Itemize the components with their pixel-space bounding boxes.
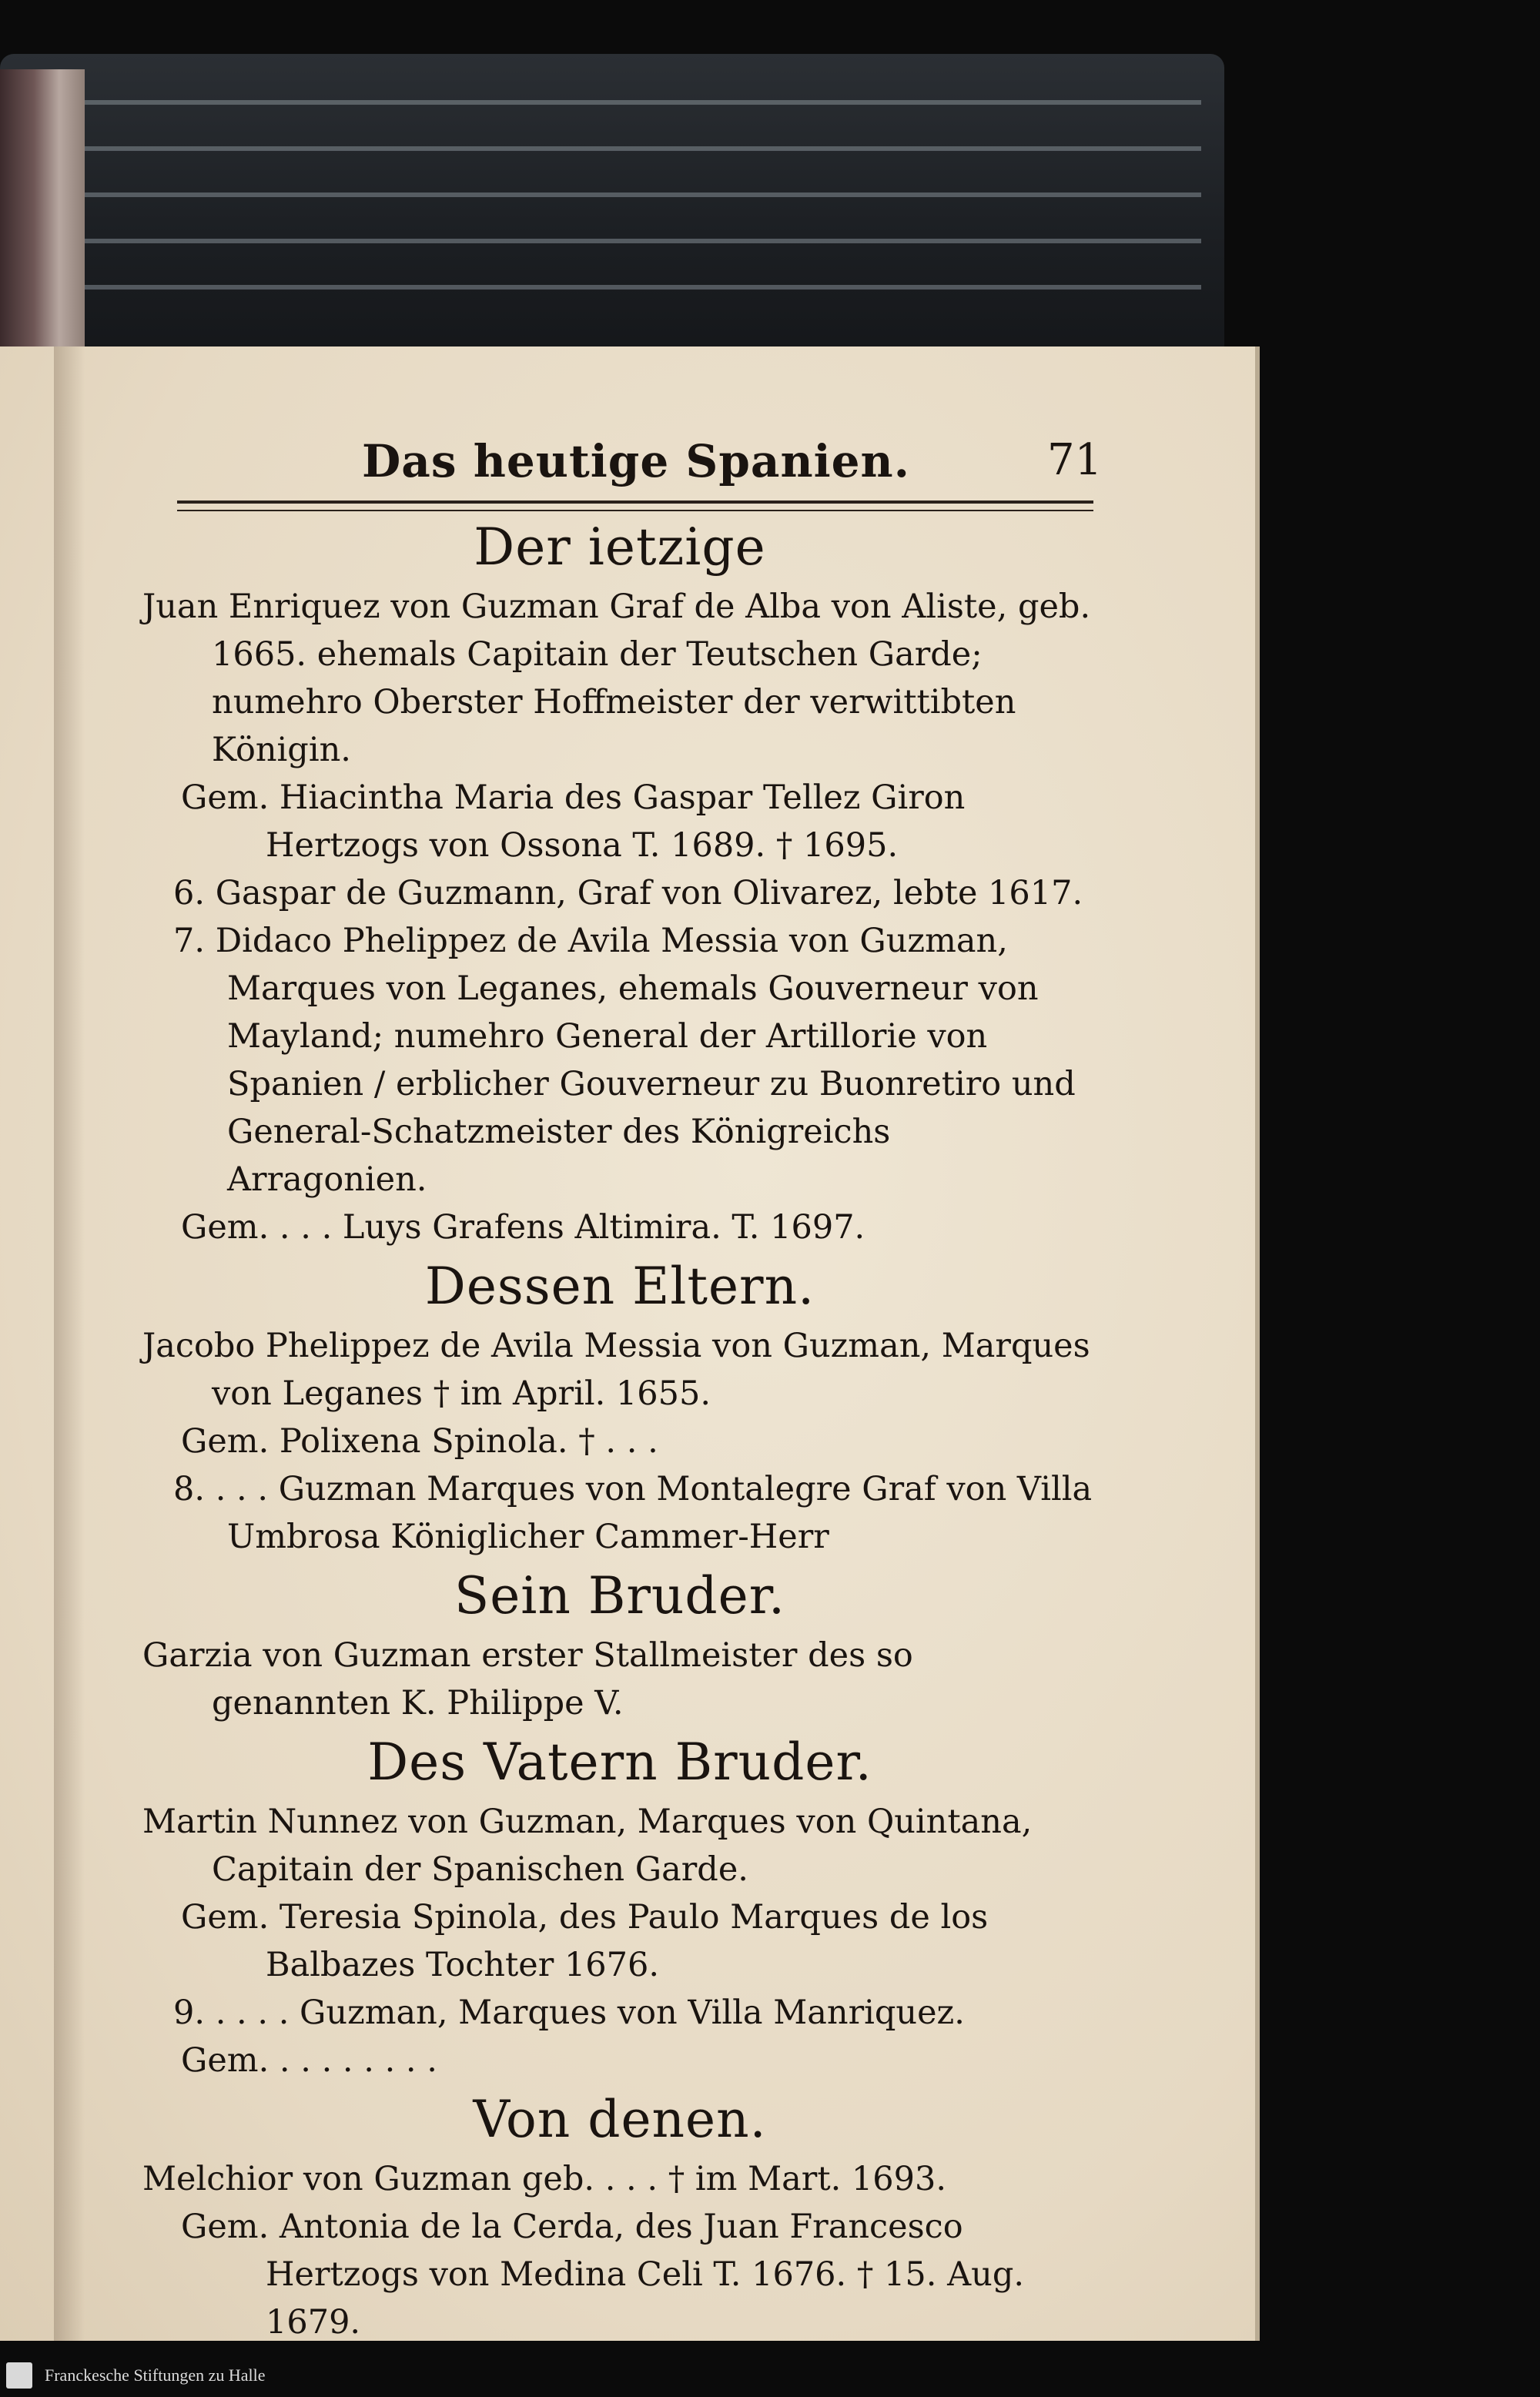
text-entry: 9. . . . . Guzman, Marques von Villa Manriquez. — [173, 1994, 965, 2032]
spouse-entry: Gem. Polixena Spinola. † . . . — [181, 1422, 658, 1461]
page-text — [142, 512, 1097, 2397]
text-entry: Juan Enriquez von Guzman Graf de Alba von Aliste, geb. 1665. ehemals Capitain der Teutschen Garde; numehro Oberster Hoffmeister der verwittibten Königin. — [142, 588, 1091, 769]
text-entry: Martin Nunnez von Guzman, Marques von Quintana, Capitain der Spanischen Garde. — [142, 1803, 1033, 1889]
library-footer-bar — [0, 2356, 1540, 2394]
book-top-edges — [0, 54, 1224, 354]
text-entry: 6. Gaspar de Guzmann, Graf von Olivarez, lebte 1617. — [173, 874, 1083, 912]
spouse-entry: Gem. . . . . . . . . — [181, 2041, 437, 2080]
running-title: Das heutige Spanien. — [362, 435, 910, 487]
section-heading: Von denen. — [473, 2090, 767, 2149]
section-heading: Sein Bruder. — [454, 1566, 785, 1625]
text-entry: 7. Didaco Phelippez de Avila Messia von Guzman, Marques von Leganes, ehemals Gouverneur von Mayland; numehro General der Artillorie von Spanien / erblicher Gouverneur zu Buonretiro und General-Schatzmeister des Königreichs Arragonien. — [173, 922, 1076, 1199]
section-heading: Der ietzige — [474, 517, 766, 577]
header-rule — [177, 500, 1093, 511]
section-heading: Des Vatern Bruder. — [367, 1732, 872, 1792]
library-label: Franckesche Stiftungen zu Halle — [45, 2365, 266, 2385]
text-entry: Jacobo Phelippez de Avila Messia von Guzman, Marques von Leganes † im April. 1655. — [142, 1327, 1090, 1413]
library-logo-icon — [6, 2362, 32, 2389]
running-head — [0, 435, 1255, 497]
spouse-entry: Gem. . . . Luys Grafens Altimira. T. 1697. — [181, 1208, 865, 1247]
spouse-entry: Gem. Antonia de la Cerda, des Juan Francesco Hertzogs von Medina Celi T. 1676. † 15. Aug. 1679. — [181, 2208, 1025, 2342]
book-page — [0, 346, 1260, 2341]
page-gutter — [54, 346, 85, 2341]
section-heading: Dessen Eltern. — [424, 1257, 815, 1316]
spouse-entry: Gem. Teresia Spinola, des Paulo Marques de los Balbazes Tochter 1676. — [181, 1898, 989, 1984]
text-entry: 8. . . . Guzman Marques von Montalegre Graf von Villa Umbrosa Königlicher Cammer-Herr — [173, 1470, 1093, 1556]
page-number: 71 — [1047, 435, 1103, 485]
spouse-entry: Gem. Hiacintha Maria des Gaspar Tellez Giron Hertzogs von Ossona T. 1689. † 1695. — [181, 778, 966, 865]
text-entry: Melchior von Guzman geb. . . . † im Mart. 1693. — [142, 2160, 947, 2198]
text-entry: Garzia von Guzman erster Stallmeister des so genannten K. Philippe V. — [142, 1636, 913, 1722]
